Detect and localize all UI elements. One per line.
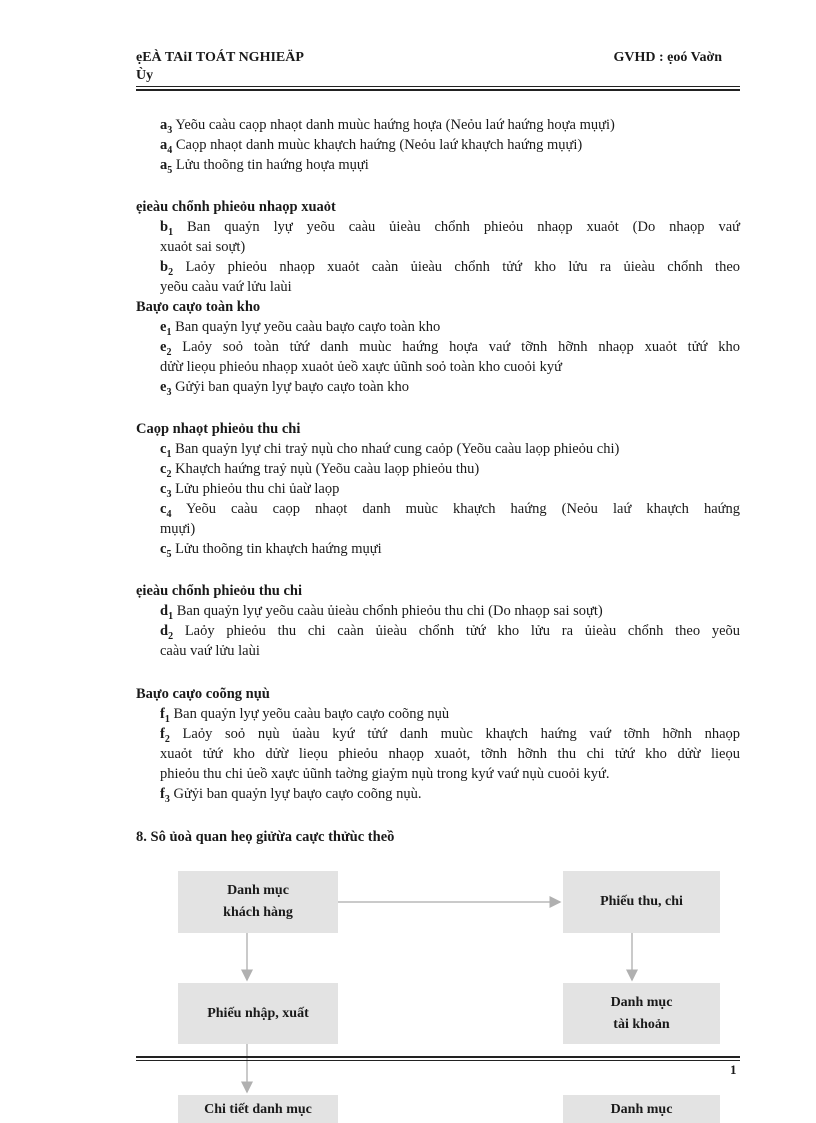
entity-danh-muc	[563, 1095, 720, 1123]
heading-bao-cao-ton-kho: Baựo caựo toàn kho	[136, 299, 261, 315]
item-b1: $b_1$ Ban quaỷn lyự yeõu caàu ủieàu chổnh phieỏu nhaọp xuaỏt (Do nhaọp vaứ	[160, 219, 740, 238]
entity-danh-muc-tai-khoan	[563, 983, 720, 1044]
item-a5: $a_5$ Lửu thoõng tin haứng hoựa mụựi	[160, 157, 369, 176]
heading-cap-nhat-thu-chi: Caọp nhaọt phieỏu thu chi	[136, 421, 301, 437]
item-f2-cont2: phieỏu thu chi ủeồ xaực ủũnh taờng giaỷm nụù trong kyứ vaứ nụù cuoỏi kyứ.	[160, 766, 610, 782]
entity-label-line: Phiếu nhập, xuất	[207, 1005, 309, 1021]
item-d2: $d_2$ Laỏy phieỏu thu chi caàn ủieàu chổnh tửứ kho lửu ra ủieàu chổnh theo yeõu	[160, 623, 741, 642]
heading-dieu-chinh-nhap-xuat: ẹieàu chổnh phieỏu nhaọp xuaỏt	[136, 199, 336, 215]
page-number: 1	[730, 1062, 737, 1077]
entity-label-line: Danh mục	[610, 994, 673, 1010]
footer-rule	[136, 1056, 740, 1061]
item-f1: $f_1$ Ban quaỷn lyự yeõu caàu baựo caựo coõng nụù	[160, 706, 450, 725]
entity-danh-muc-khach-hang	[178, 871, 338, 933]
entity-phieu-thu-chi	[563, 871, 720, 933]
item-b2: $b_2$ Laỏy phieỏu nhaọp xuaỏt caàn ủieàu chổnh tửứ kho lửu ra ủieàu chổnh theo	[160, 259, 741, 278]
item-c2: $c_2$ Khaựch haứng traỷ nụù (Yeõu caàu laọp phieỏu thu)	[160, 461, 480, 480]
item-e2-cont: dửừ lieọu phieỏu nhaọp xuaỏt ủeồ xaực ủũnh soỏ toàn kho cuoỏi kyứ	[160, 359, 562, 375]
item-f2: $f_2$ Laỏy soỏ nụù ủaàu kyứ tửứ danh muùc khaựch haứng vaứ tỡnh hỡnh nhaọp	[160, 726, 741, 745]
heading-dieu-chinh-thu-chi: ẹieàu chổnh phieỏu thu chi	[136, 583, 302, 599]
header-title-line1: ẹEÀ TAiI TOÁT NGHIEÄP	[136, 50, 304, 65]
header-title-line2: Ùy	[136, 68, 154, 83]
item-d1: $d_1$ Ban quaỷn lyự yeõu caàu ủieàu chổnh phieỏu thu chi (Do nhaọp sai soựt)	[160, 603, 603, 622]
item-e2: $e_2$ Laỏy soỏ toàn tửứ danh muùc haứng hoựa vaứ tỡnh hỡnh nhaọp xuaỏt tửứ kho	[160, 339, 740, 358]
item-c3: $c_3$ Lửu phieỏu thu chi ủaừ laọp	[160, 481, 340, 500]
entity-label-line: Danh mục	[227, 883, 289, 898]
entity-label-line: Danh mục	[610, 1102, 673, 1117]
entity-label-line: khách hàng	[223, 905, 293, 920]
entity-label-line: Chi tiết danh mục	[204, 1102, 312, 1117]
section-8-heading: 8. Sô ủoà quan heọ giửừa caực thửùc theồ	[136, 829, 395, 845]
item-d2-cont: caàu vaứ lửu laùi	[160, 643, 260, 659]
item-f2-cont1: xuaỏt tửứ kho dửừ lieọu phieỏu nhaọp xuaỏt, tỡnh hỡnh thu chi tửứ kho dửừ lieọu	[160, 746, 740, 762]
item-b2-cont: yeõu caàu vaứ lửu laùi	[160, 279, 292, 295]
item-e3: $e_3$ Gửỷi ban quaỷn lyự baựo caựo toàn kho	[160, 379, 410, 398]
item-c4-cont: mụựi)	[160, 521, 196, 537]
item-c5: $c_5$ Lửu thoõng tin khaựch haứng mụựi	[160, 541, 382, 560]
entity-phieu-nhap-xuat	[178, 983, 338, 1044]
header-advisor: GVHD : ẹoó Vaờn	[613, 50, 722, 65]
item-a4: $a_4$ Caọp nhaọt danh muùc khaựch haứng (Neỏu laứ khaựch haứng mụựi)	[160, 137, 583, 156]
item-a3: $a_3$ Yeõu caàu caọp nhaọt danh muùc haứng hoựa (Neỏu laứ haứng hoựa mụựi)	[160, 117, 615, 136]
item-b1-cont: xuaỏt sai soựt)	[160, 239, 246, 255]
heading-bao-cao-cong-no: Baựo caựo coõng nụù	[136, 686, 270, 702]
item-f3: $f_3$ Gửỷi ban quaỷn lyự baựo caựo coõng nụù.	[160, 786, 422, 805]
entity-label-line: tài khoản	[613, 1016, 670, 1032]
item-c1: $c_1$ Ban quaỷn lyự chi traỷ nụù cho nhaứ cung caỏp (Yeõu caàu laọp phieỏu chi)	[160, 441, 620, 460]
entity-label-line: Phiếu thu, chi	[600, 894, 683, 909]
item-e1: $e_1$ Ban quaỷn lyự yeõu caàu baựo caựo toàn kho	[160, 319, 441, 338]
item-c4: $c_4$ Yeõu caàu caọp nhaọt danh muùc khaựch haứng (Neỏu laứ khaựch haứng	[160, 501, 740, 520]
entity-chi-tiet-danh-muc	[178, 1095, 338, 1123]
